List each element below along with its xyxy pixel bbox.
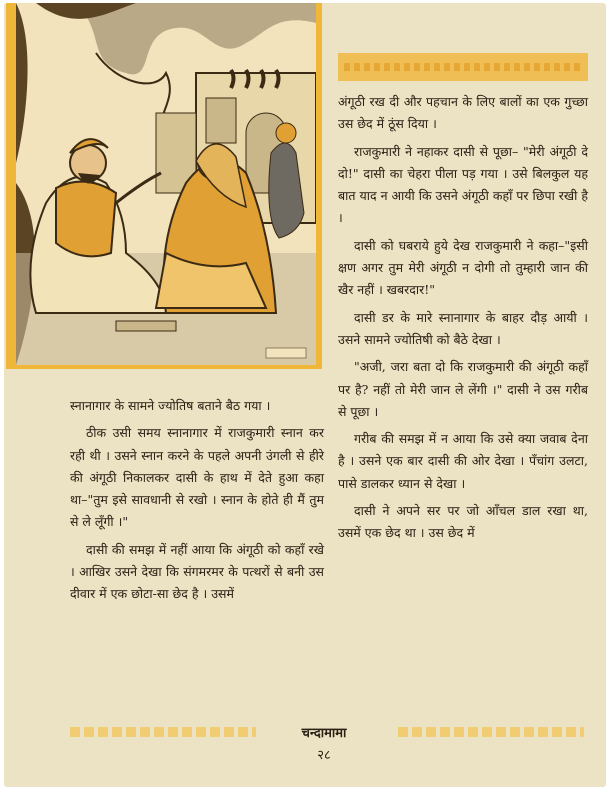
page-number: २८ (317, 748, 331, 763)
illustration-drawing (16, 3, 316, 365)
right-text-column (338, 91, 588, 550)
paragraph: "अजी, जरा बता दो कि राजकुमारी की अंगूठी कहाँ पर है? नहीं तो मेरी जान ले लेंगी ।" दासी ने उस गरीब से पूछा । (338, 359, 588, 419)
paragraph: दासी ने अपने सर पर जो आँचल डाल रखा था, उसमें एक छेद था । उस छेद में (338, 503, 588, 541)
paragraph: गरीब की समझ में न आया कि उसे क्या जवाब देना है । उसने एक बार दासी की ओर देखा । पँचांग उलटा, पासे डालकर ध्यान से देखा । (338, 431, 588, 491)
paragraph: राजकुमारी ने नहाकर दासी से पूछा– "मेरी अंगूठी दे दो!" दासी का चेहरा पीला पड़ गया । उसे बिलकुल यह बात याद न आयी कि उसने अंगूठी कहाँ पर छिपा रखी है । (338, 143, 588, 226)
magazine-name: चन्दामामा (301, 726, 347, 741)
paragraph: दासी की समझ में नहीं आया कि अंगूठी को कहाँ रखे । आखिर उसने देखा कि संगमरमर के पत्थरों से बनी उस दीवार में एक छोटा-सा छेद है । उसमें (70, 541, 324, 602)
left-text-column (70, 395, 324, 611)
footer-ornament-right (398, 727, 584, 737)
paragraph: दासी डर के मारे स्नानागार के बाहर दौड़ आयी । उसने सामने ज्योतिषी को बैठे देखा । (338, 309, 588, 347)
decorative-header-band (338, 53, 588, 81)
paragraph: स्नानागार के सामने ज्योतिष बताने बैठ गया । (70, 398, 271, 413)
paragraph: दासी को घबराये हुये देख राजकुमारी ने कहा–"इसी क्षण अगर तुम मेरी अंगूठी न दोगी तो तुम्हारी जान की खैर नहीं । खबरदार!" (338, 237, 588, 298)
paragraph: ठीक उसी समय स्नानागार में राजकुमारी स्नान कर रही थी । उसने स्नान करने के पहले अपनी उंगली से हीरे की अंगूठी निकालकर दासी के हाथ में देते हुआ कहा था–"तुम इसे सावधानी से रखो । स्नान के होते ही मैं तुम से ले लूँगी ।" (70, 425, 324, 530)
header-pattern (344, 63, 582, 71)
magazine-page (4, 3, 606, 787)
footer-ornament-left (70, 727, 256, 737)
paragraph: अंगूठी रख दी और पहचान के लिए बालों का एक गुच्छा उस छेद में ठूंस दिया । (338, 94, 588, 132)
story-illustration (6, 3, 322, 369)
